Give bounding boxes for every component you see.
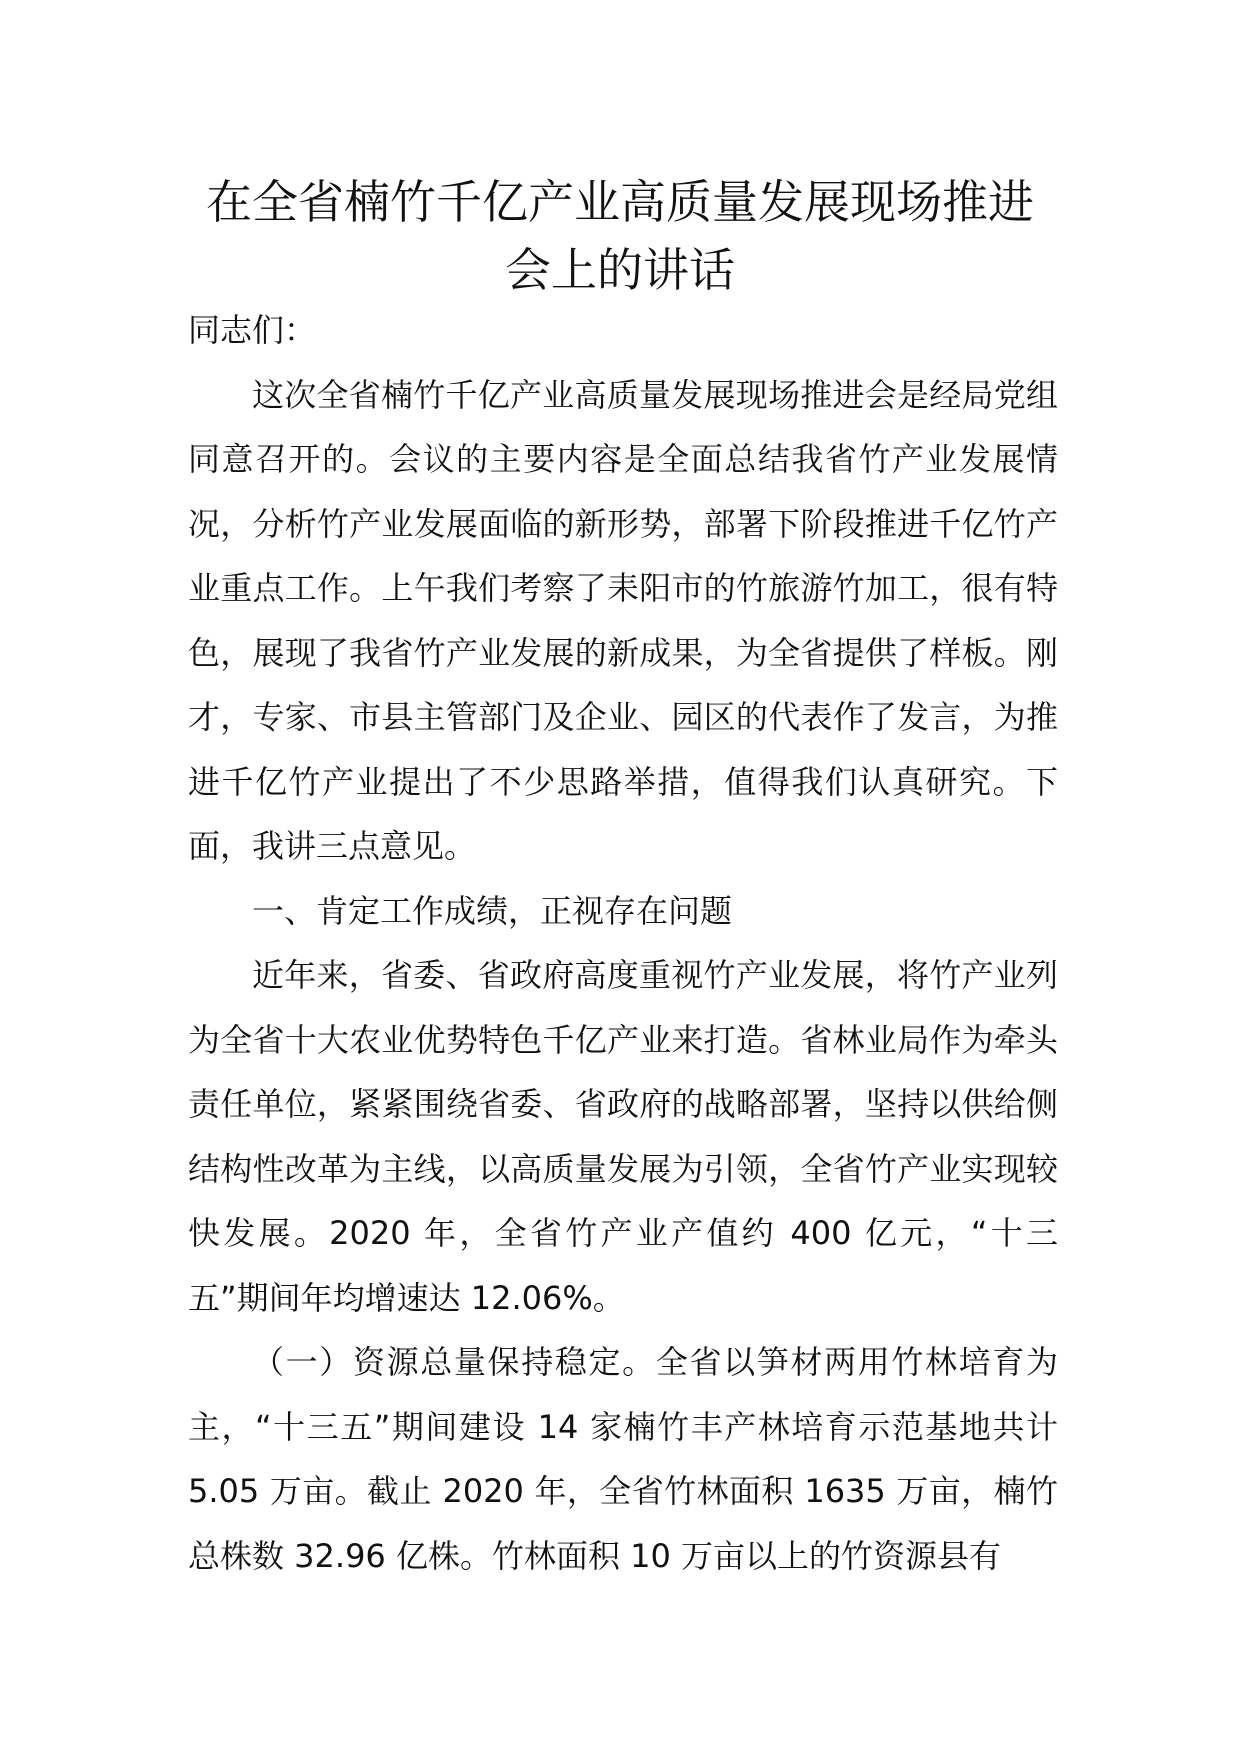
title-line-2: 会上的讲话	[505, 243, 735, 297]
paragraph-resources: （一）资源总量保持稳定。全省以笋材两用竹林培育为主，“十三五”期间建设 14 家楠竹丰产林培育示范基地共计 5.05 万亩。截止 2020 年，全省竹林面积 1635 万亩，楠竹总株数 32.96 亿株。竹林面积 10 万亩以上的竹资源县有	[188, 1343, 1058, 1575]
document-body	[188, 298, 1058, 1588]
paragraph-achievements: 近年来，省委、省政府高度重视竹产业发展，将竹产业列为全省十大农业优势特色千亿产业来打造。省林业局作为牵头责任单位，紧紧围绕省委、省政府的战略部署，坚持以供给侧结构性改革为主线，以高质量发展为引领，全省竹产业实现较快发展。2020 年，全省竹产业产值约 400 亿元，“十三五”期间年均增速达 12.06%。	[188, 956, 1058, 1317]
paragraph-opening: 这次全省楠竹千亿产业高质量发展现场推进会是经局党组同意召开的。会议的主要内容是全面总结我省竹产业发展情况，分析竹产业发展面临的新形势，部署下阶段推进千亿竹产业重点工作。上午我们考察了耒阳市的竹旅游竹加工，很有特色，展现了我省竹产业发展的新成果，为全省提供了样板。刚才，专家、市县主管部门及企业、园区的代表作了发言，为推进千亿竹产业提出了不少思路举措，值得我们认真研究。下面，我讲三点意见。	[188, 375, 1058, 865]
section-heading-1: 一、肯定工作成绩，正视存在问题	[252, 891, 733, 930]
title-line-1: 在全省楠竹千亿产业高质量发展现场推进	[206, 175, 1034, 229]
document-title	[160, 168, 1080, 304]
salutation: 同志们：	[188, 311, 317, 349]
